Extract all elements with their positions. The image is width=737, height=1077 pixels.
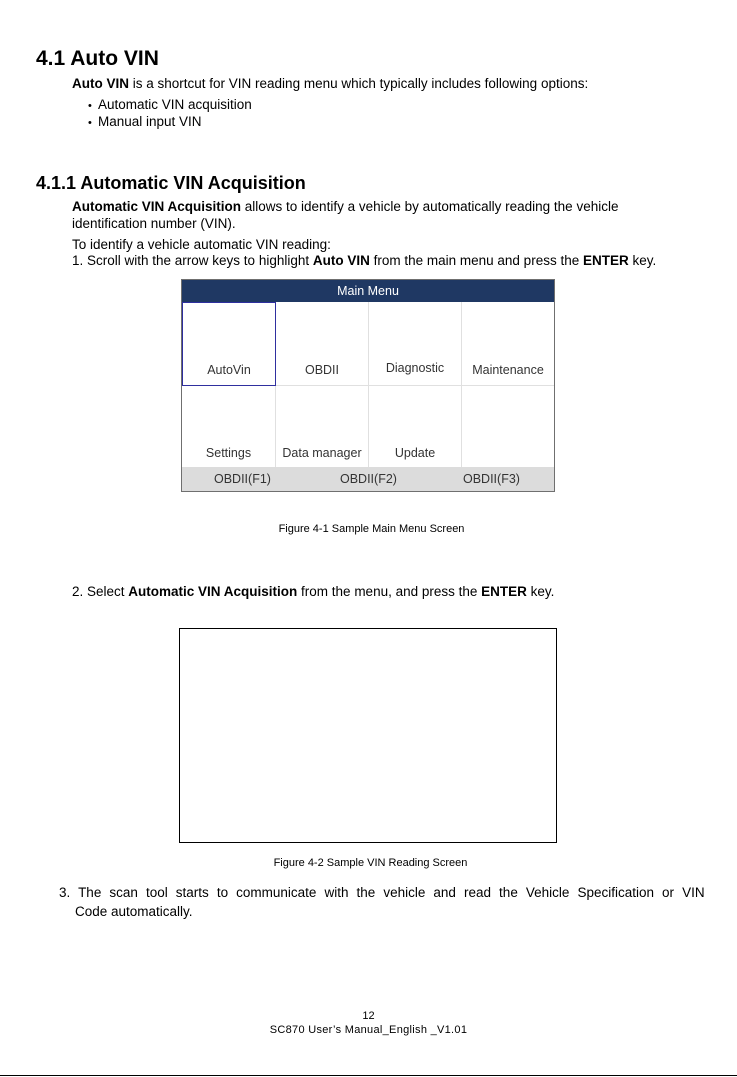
vin-reading-screen xyxy=(179,628,557,843)
paragraph: identification number (VIN). xyxy=(72,216,236,231)
step-3: 3. The scan tool starts to communicate with the vehicle and read the Vehicle Specification or VIN xyxy=(59,885,705,900)
menu-item-settings[interactable]: Settings xyxy=(182,386,276,468)
main-menu-title: Main Menu xyxy=(182,280,554,302)
intro-paragraph xyxy=(72,76,588,93)
function-key-f2[interactable]: OBDII(F2) xyxy=(340,472,397,486)
menu-item-diagnostic[interactable]: Diagnostic xyxy=(369,302,462,386)
page-divider xyxy=(0,1075,737,1076)
step-3-continued: Code automatically. xyxy=(75,904,193,919)
intro-bold: Auto VIN xyxy=(72,76,129,91)
paragraph: To identify a vehicle automatic VIN reading: xyxy=(72,237,331,252)
page-number: 12 xyxy=(362,1010,375,1022)
manual-footer: SC870 User’s Manual_English _V1.01 xyxy=(269,1024,468,1036)
main-menu-grid xyxy=(182,302,554,468)
paragraph: Automatic VIN Acquisition allows to identify a vehicle by automatically reading the vehicle xyxy=(72,199,619,214)
function-key-f3[interactable]: OBDII(F3) xyxy=(463,472,520,486)
bullet-item: • Automatic VIN acquisition xyxy=(88,97,252,114)
step-2: 2. Select Automatic VIN Acquisition from the menu, and press the ENTER key. xyxy=(72,584,555,599)
section-title: 4.1 Auto VIN xyxy=(36,47,159,70)
menu-item-obdii[interactable]: OBDII xyxy=(276,302,369,386)
menu-item-autovin[interactable]: AutoVin xyxy=(182,302,276,386)
intro-text: is a shortcut for VIN reading menu which typically includes following options: xyxy=(129,76,589,91)
figure-caption: Figure 4-2 Sample VIN Reading Screen xyxy=(273,857,468,869)
menu-item-update[interactable]: Update xyxy=(369,386,462,468)
function-key-bar xyxy=(182,467,554,491)
function-key-f1[interactable]: OBDII(F1) xyxy=(214,472,271,486)
menu-item-empty xyxy=(462,386,554,468)
step-1: 1. Scroll with the arrow keys to highlight Auto VIN from the main menu and press the ENTER key. xyxy=(72,253,657,268)
figure-caption: Figure 4-1 Sample Main Menu Screen xyxy=(278,523,465,535)
bullet-item: • Manual input VIN xyxy=(88,114,202,131)
menu-item-data-manager[interactable]: Data manager xyxy=(276,386,369,468)
main-menu-figure xyxy=(181,279,555,492)
subsection-title: 4.1.1 Automatic VIN Acquisition xyxy=(36,173,306,193)
menu-item-maintenance[interactable]: Maintenance xyxy=(462,302,554,386)
